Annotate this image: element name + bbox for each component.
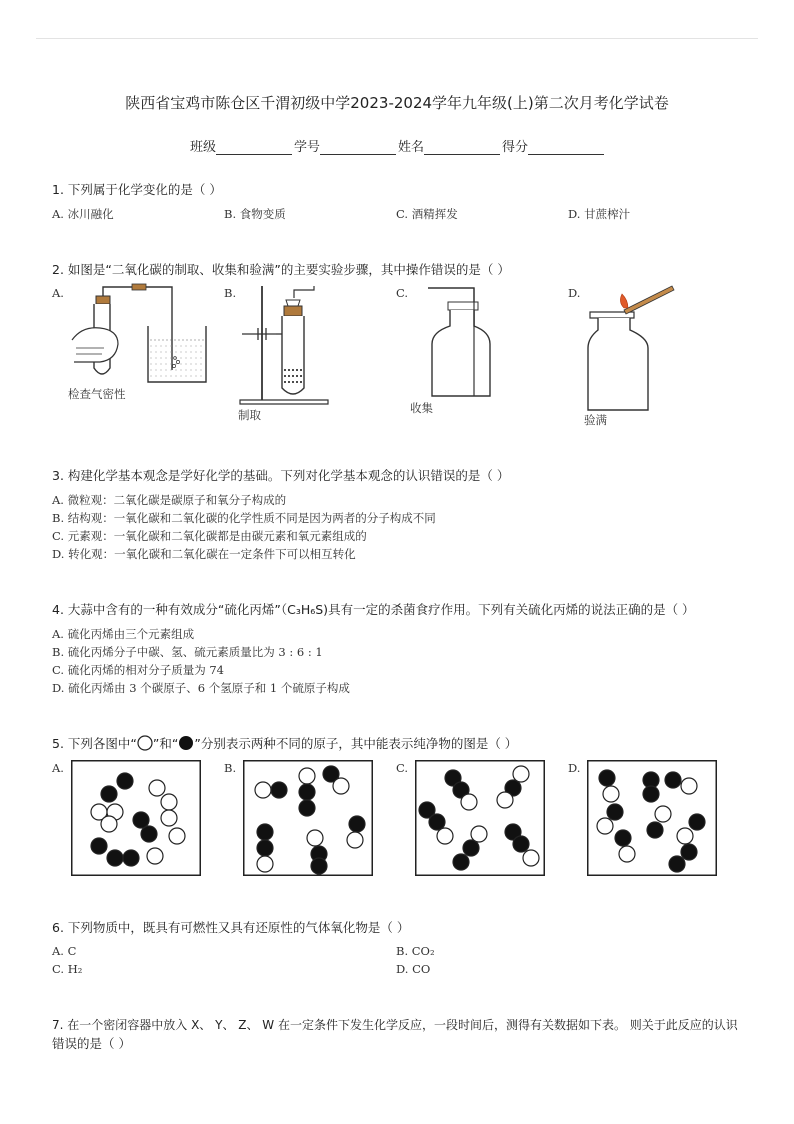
q1-stem: 1. 下列属于化学变化的是（ ） (52, 182, 222, 197)
q1-option-a[interactable]: A. 冰川融化 (52, 207, 114, 221)
q5-option-c[interactable]: C. (396, 761, 409, 775)
q2-option-a[interactable]: A. (52, 286, 64, 300)
q5-option-b[interactable]: B. (224, 761, 237, 775)
q3-option-d[interactable]: D. 转化观：一氧化碳和二氧化碳在一定条件下可以相互转化 (52, 547, 356, 561)
q6-option-a[interactable]: A. C (52, 944, 77, 958)
score-field[interactable]: 得分 (502, 136, 606, 155)
q4-option-c[interactable]: C. 硫化丙烯的相对分子质量为 74 (52, 663, 224, 677)
q3-option-c[interactable]: C. 元素观：一氧化碳和二氧化碳都是由碳元素和氧元素组成的 (52, 529, 367, 543)
molecule-box-c (415, 760, 545, 876)
white-atom-icon (137, 735, 153, 751)
name-field[interactable]: 姓名 (398, 136, 502, 155)
q1-option-c[interactable]: C. 酒精挥发 (396, 207, 458, 221)
q4-option-d[interactable]: D. 硫化丙烯由 3 个碳原子、6 个氢原子和 1 个硫原子构成 (52, 681, 350, 695)
airtightness-check-figure (62, 282, 212, 392)
q2-stem: 2. 如图是“二氧化碳的制取、收集和验满”的主要实验步骤，其中操作错误的是（ ） (52, 262, 510, 277)
molecule-box-b (243, 760, 373, 876)
q2-option-c[interactable]: C. (396, 286, 409, 300)
black-atom-icon (178, 735, 194, 751)
class-field[interactable]: 班级 (190, 136, 294, 155)
student-number-field[interactable]: 学号 (294, 136, 398, 155)
q3-option-a[interactable]: A. 微粒观：二氧化碳是碳原子和氧分子构成的 (52, 493, 287, 507)
q2-caption-c: 收集 (410, 401, 433, 415)
q2-option-b[interactable]: B. (224, 286, 237, 300)
q1-option-d[interactable]: D. 甘蔗榨汁 (568, 207, 631, 221)
co2-preparation-figure (236, 284, 336, 406)
q2-caption-d: 验满 (584, 413, 607, 427)
molecule-box-d (587, 760, 717, 876)
q6-option-d[interactable]: D. CO (396, 962, 431, 976)
q2-option-d[interactable]: D. (568, 286, 581, 300)
q5-stem: 5. 下列各图中“ ”和“ ”分别表示两种不同的原子，其中能表示纯净物的图是（ ） (52, 736, 518, 751)
q7-stem-line1: 7. 在一个密闭容器中放入 X、 Y、 Z、 W 在一定条件下发生化学反应，一段时间后，测得有关数据如下表。 则关于此反应的认识 (52, 1018, 738, 1032)
q7-stem-line2: 错误的是（ ） (52, 1036, 131, 1051)
molecule-box-a (71, 760, 201, 876)
gas-collection-figure (428, 284, 498, 400)
q1-option-b[interactable]: B. 食物变质 (224, 207, 286, 221)
q4-option-a[interactable]: A. 硫化丙烯由三个元素组成 (52, 627, 195, 641)
q6-option-c[interactable]: C. H₂ (52, 962, 83, 976)
q5-option-a[interactable]: A. (52, 761, 64, 775)
top-rule (36, 38, 758, 39)
q4-stem: 4. 大蒜中含有的一种有效成分“硫化丙烯”（C₃H₆S)具有一定的杀菌食疗作用。下列有关硫化丙烯的说法正确的是（ ） (52, 602, 695, 617)
q2-caption-a: 检查气密性 (68, 387, 126, 401)
full-check-figure (586, 284, 678, 414)
q3-option-b[interactable]: B. 结构观：一氧化碳和二氧化碳的化学性质不同是因为两者的分子构成不同 (52, 511, 436, 525)
q5-option-d[interactable]: D. (568, 761, 581, 775)
q4-option-b[interactable]: B. 硫化丙烯分子中碳、氢、硫元素质量比为 3 : 6 : 1 (52, 645, 323, 659)
page-title: 陕西省宝鸡市陈仓区千渭初级中学2023-2024学年九年级(上)第二次月考化学试卷 (125, 94, 669, 112)
q6-option-b[interactable]: B. CO₂ (396, 944, 435, 958)
student-info (190, 136, 606, 155)
q3-stem: 3. 构建化学基本观念是学好化学的基础。下列对化学基本观念的认识错误的是（ ） (52, 468, 510, 483)
q2-caption-b: 制取 (238, 408, 261, 422)
q6-stem: 6. 下列物质中，既具有可燃性又具有还原性的气体氧化物是（ ） (52, 920, 410, 935)
